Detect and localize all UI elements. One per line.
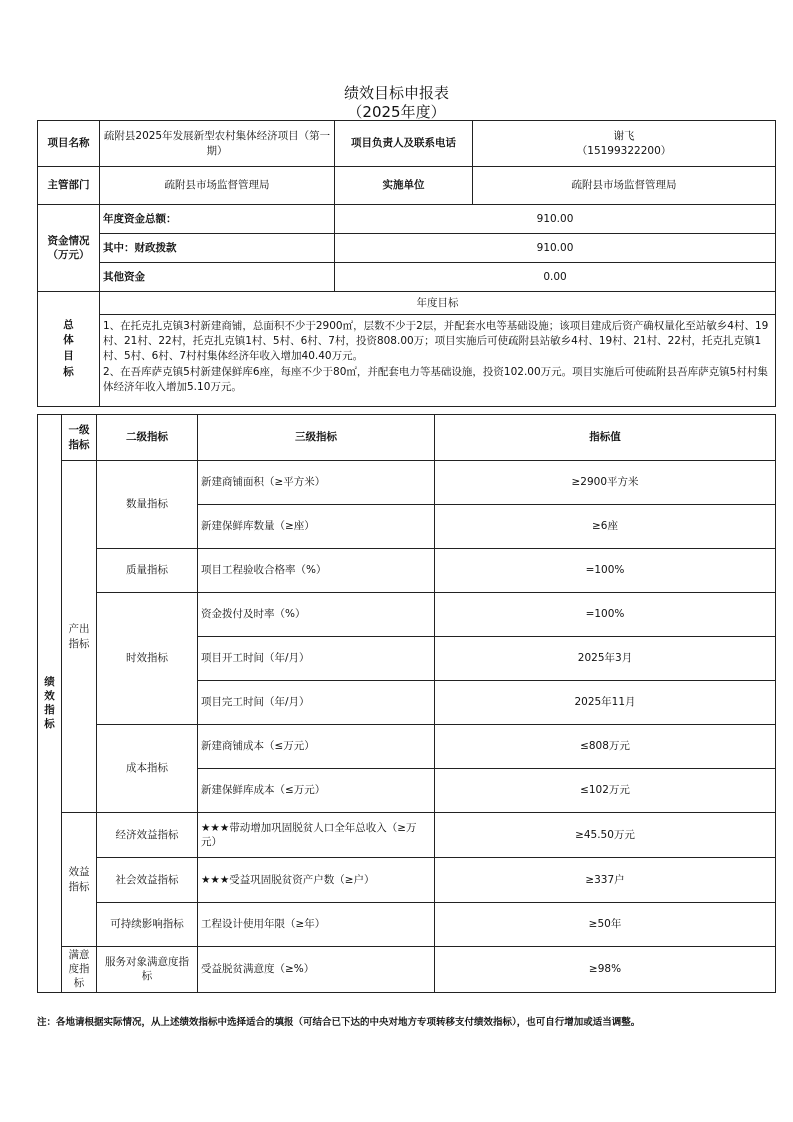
funding-other-value: 0.00	[335, 263, 776, 292]
sustainability-label: 可持续影响指标	[97, 903, 198, 947]
metric-name: 资金拨付及时率（%）	[198, 593, 435, 637]
project-name-value: 疏附县2025年发展新型农村集体经济项目（第一期）	[100, 121, 335, 167]
header-level1: 一级指标	[62, 415, 97, 461]
metric-value: ≤102万元	[435, 769, 776, 813]
goal-item-2: 2、在吾库萨克镇5村新建保鲜库6座，每座不少于80㎡，并配套电力等基础设施，投资102.00万元。项目实施后可使疏附县吾库萨克镇5村村集体经济年收入增加5.10万元。	[103, 365, 768, 393]
metric-name: 工程设计使用年限（≥年）	[198, 903, 435, 947]
quality-indicator-label: 质量指标	[97, 549, 198, 593]
annual-goal-header: 年度目标	[100, 292, 776, 315]
metric-value: ≥2900平方米	[435, 461, 776, 505]
metric-name: ★★★带动增加巩固脱贫人口全年总收入（≥万元）	[198, 813, 435, 858]
performance-table	[37, 414, 776, 993]
contact-value	[473, 121, 776, 167]
page-subtitle: （2025年度）	[347, 103, 446, 121]
metric-value: ≥50年	[435, 903, 776, 947]
funding-total-label: 年度资金总额：	[100, 205, 335, 234]
funding-other-label: 其他资金	[100, 263, 335, 292]
perf-indicator-label: 绩效指标	[38, 415, 62, 993]
implementer-value: 疏附县市场监督管理局	[473, 167, 776, 205]
contact-phone: （15199322200）	[576, 144, 672, 157]
metric-name: 项目开工时间（年/月）	[198, 637, 435, 681]
benefit-indicator-label: 效益指标	[62, 813, 97, 947]
metric-value: 2025年11月	[435, 681, 776, 725]
satisfaction-indicator-label: 满意度指标	[62, 947, 97, 993]
funding-fiscal-label: 其中：财政拨款	[100, 234, 335, 263]
metric-value: ≥45.50万元	[435, 813, 776, 858]
header-level3: 三级指标	[198, 415, 435, 461]
metric-name: 受益脱贫满意度（≥%）	[198, 947, 435, 993]
metric-value: ≥98%	[435, 947, 776, 993]
metric-value: ≤808万元	[435, 725, 776, 769]
metric-value: ≥337户	[435, 858, 776, 903]
overall-goal-label: 总体目标	[38, 292, 100, 407]
funding-label: 资金情况（万元）	[38, 205, 100, 292]
annual-goal-text	[100, 315, 776, 407]
header-level2: 二级指标	[97, 415, 198, 461]
department-label: 主管部门	[38, 167, 100, 205]
metric-name: 新建商铺面积（≥平方米）	[198, 461, 435, 505]
metric-value: ≥6座	[435, 505, 776, 549]
quantity-indicator-label: 数量指标	[97, 461, 198, 549]
funding-total-value: 910.00	[335, 205, 776, 234]
contact-label: 项目负责人及联系电话	[335, 121, 473, 167]
metric-name: 新建保鲜库成本（≤万元）	[198, 769, 435, 813]
department-value: 疏附县市场监督管理局	[100, 167, 335, 205]
contact-name: 谢飞	[613, 130, 635, 143]
metric-name: 新建商铺成本（≤万元）	[198, 725, 435, 769]
output-indicator-label: 产出指标	[62, 461, 97, 813]
social-benefit-label: 社会效益指标	[97, 858, 198, 903]
header-value: 指标值	[435, 415, 776, 461]
footnote: 注：各地请根据实际情况，从上述绩效指标中选择适合的填报（可结合已下达的中央对地方专项转移支付绩效指标），也可自行增加或适当调整。	[37, 1017, 641, 1028]
metric-value: =100%	[435, 549, 776, 593]
implementer-label: 实施单位	[335, 167, 473, 205]
goal-item-1: 1、在托克扎克镇3村新建商铺，总面积不少于2900㎡，层数不少于2层，并配套水电等基础设施；该项目建成后资产确权量化至站敏乡4村、19村、21村、22村，托克扎克镇1村、5村、6村、7村，投资808.00万；项目实施后可使疏附县站敏乡4村、19村、21村、22村，托克扎克镇1村、5村、6村、7村村集体经济年收入增加40.40万元。	[103, 320, 769, 363]
metric-value: =100%	[435, 593, 776, 637]
project-name-label: 项目名称	[38, 121, 100, 167]
metric-name: 新建保鲜库数量（≥座）	[198, 505, 435, 549]
cost-indicator-label: 成本指标	[97, 725, 198, 813]
service-satisfaction-label: 服务对象满意度指标	[97, 947, 198, 993]
page-title: 绩效目标申报表	[343, 84, 449, 102]
metric-value: 2025年3月	[435, 637, 776, 681]
timeliness-indicator-label: 时效指标	[97, 593, 198, 725]
funding-fiscal-value: 910.00	[335, 234, 776, 263]
economic-benefit-label: 经济效益指标	[97, 813, 198, 858]
metric-name: 项目工程验收合格率（%）	[198, 549, 435, 593]
project-info-table	[37, 120, 776, 407]
metric-name: ★★★受益巩固脱贫资产户数（≥户）	[198, 858, 435, 903]
metric-name: 项目完工时间（年/月）	[198, 681, 435, 725]
